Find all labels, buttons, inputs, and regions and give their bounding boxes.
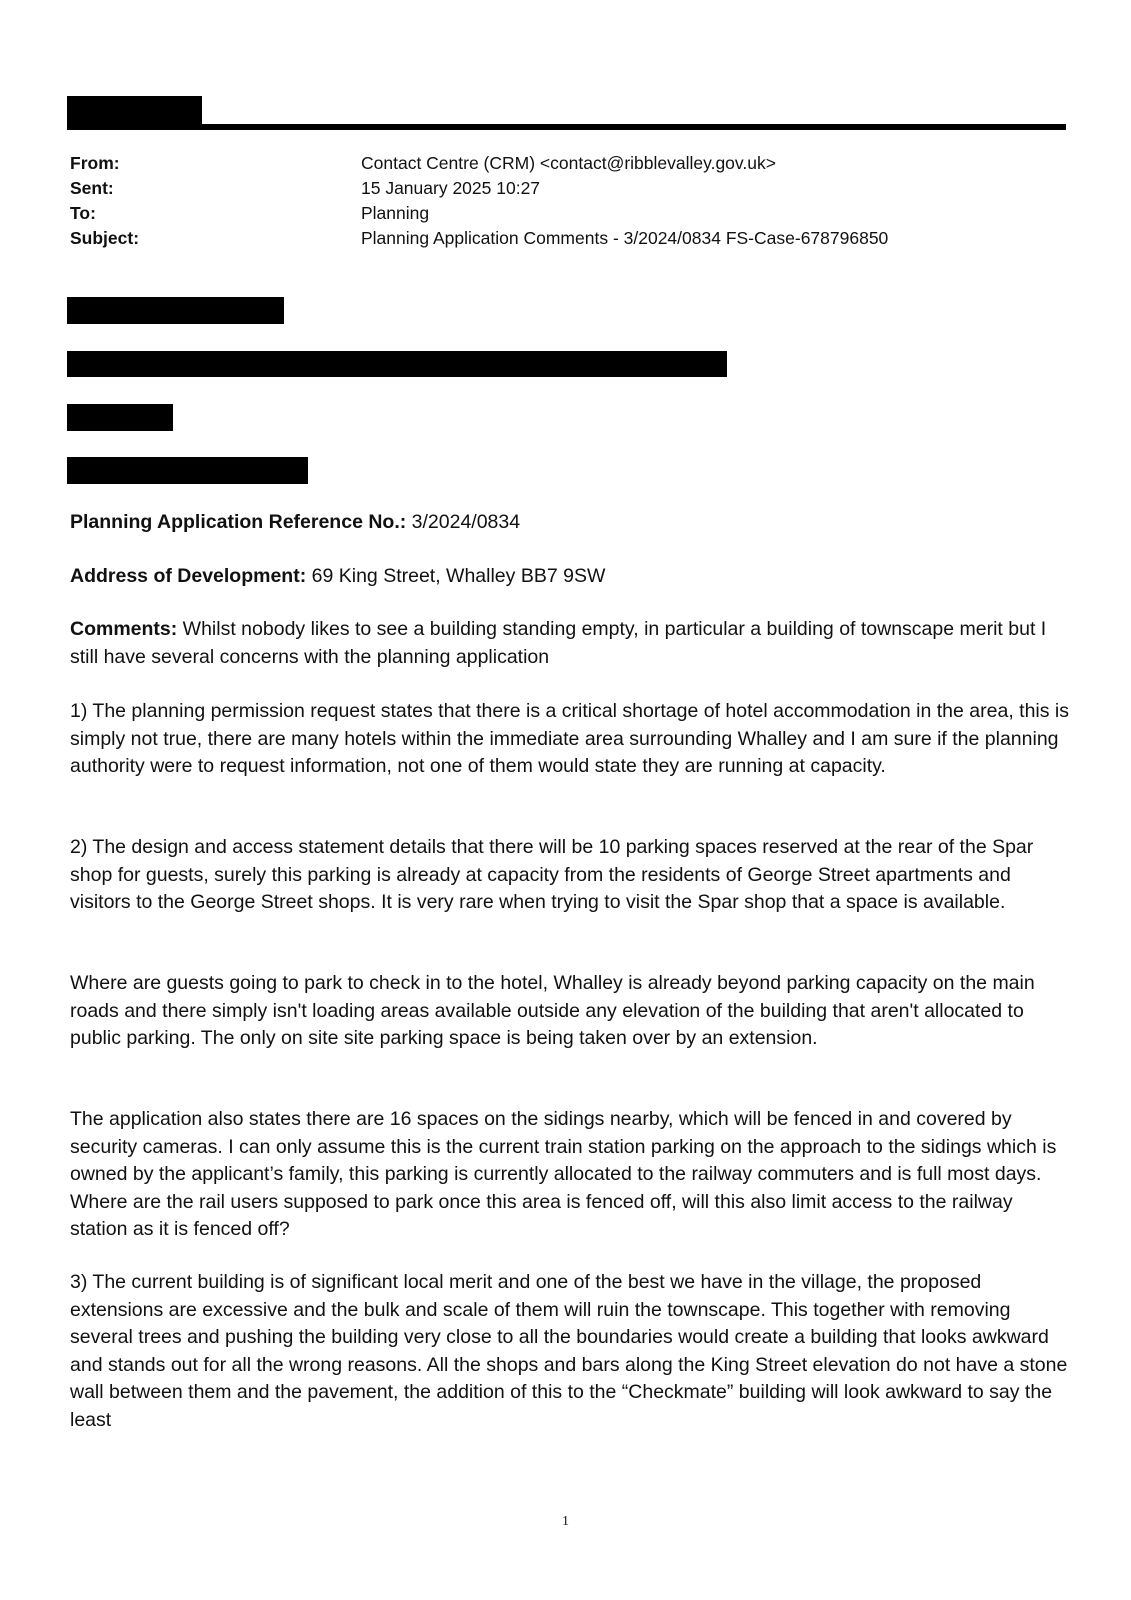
comments-intro	[70, 616, 1070, 671]
paragraph-2: 2) The design and access statement details that there will be 10 parking spaces reserved at the rear of the Spar shop for guests, surely this parking is already at capacity from the residents of George Street apartments and visitors to the George Street shops. It is very rare when trying to visit the Spar shop that a space is available.	[70, 836, 1034, 913]
comments-text: Whilst nobody likes to see a building standing empty, in particular a building of townscape merit but I still have several concerns with the planning application	[70, 618, 1047, 668]
address-line	[70, 563, 1070, 591]
header-row-sent	[70, 176, 888, 201]
paragraph-3: Where are guests going to park to check in to the hotel, Whalley is already beyond parking capacity on the main roads and there simply isn't loading areas available outside any elevation of the building that aren't allocated to public parking. The only on site site parking space is being taken over by an extension.	[70, 972, 1035, 1049]
to-value: Planning	[361, 203, 430, 223]
paragraph-5: 3) The current building is of significant local merit and one of the best we have in the village, the proposed extensions are excessive and the bulk and scale of them will ruin the townscape. This together with removing several trees and pushing the building very close to all the boundaries would create a building that looks awkward and stands out for all the wrong reasons. All the shops and bars along the King Street elevation do not have a stone wall between them and the pavement, the addition of this to the “Checkmate” building will look awkward to say the least	[70, 1271, 1068, 1431]
header-row-from	[70, 151, 888, 176]
header-rule	[67, 124, 1066, 130]
from-value: Contact Centre (CRM) <contact@ribblevalley.gov.uk>	[361, 153, 776, 173]
paragraph-4: The application also states there are 16 spaces on the sidings nearby, which will be fenced in and covered by security cameras. I can only assume this is the current train station parking on the approach to the sidings which is owned by the applicant’s family, this parking is currently allocated to the railway commuters and is full most days. Where are the rail users supposed to park once this area is fenced off, will this also limit access to the railway station as it is fenced off?	[70, 1108, 1057, 1240]
reference-line	[70, 509, 1070, 537]
comments-label: Comments:	[70, 618, 178, 640]
page-number: 1	[562, 1514, 569, 1529]
address-value: 69 King Street, Whalley BB7 9SW	[306, 565, 606, 587]
redacted-block-3	[67, 404, 173, 431]
subject-label: Subject:	[70, 228, 140, 248]
redacted-block-4	[67, 457, 308, 484]
header-row-subject	[70, 226, 888, 251]
subject-value: Planning Application Comments - 3/2024/0834 FS-Case-678796850	[361, 228, 889, 248]
from-label: From:	[70, 153, 120, 173]
reference-value: 3/2024/0834	[406, 511, 521, 533]
sent-label: Sent:	[70, 178, 114, 198]
email-header	[70, 151, 888, 251]
sent-value: 15 January 2025 10:27	[361, 178, 541, 198]
paragraph-1: 1) The planning permission request states that there is a critical shortage of hotel accommodation in the area, this is simply not true, there are many hotels within the immediate area surrounding Whalley and I am sure if the planning authority were to request information, not one of them would state they are running at capacity.	[70, 700, 1070, 777]
redacted-block-2	[67, 351, 727, 377]
reference-label: Planning Application Reference No.:	[70, 511, 407, 533]
header-row-to	[70, 201, 888, 226]
to-label: To:	[70, 203, 96, 223]
address-label: Address of Development:	[70, 565, 307, 587]
redacted-block-top	[67, 96, 202, 126]
redacted-block-1	[67, 297, 284, 324]
